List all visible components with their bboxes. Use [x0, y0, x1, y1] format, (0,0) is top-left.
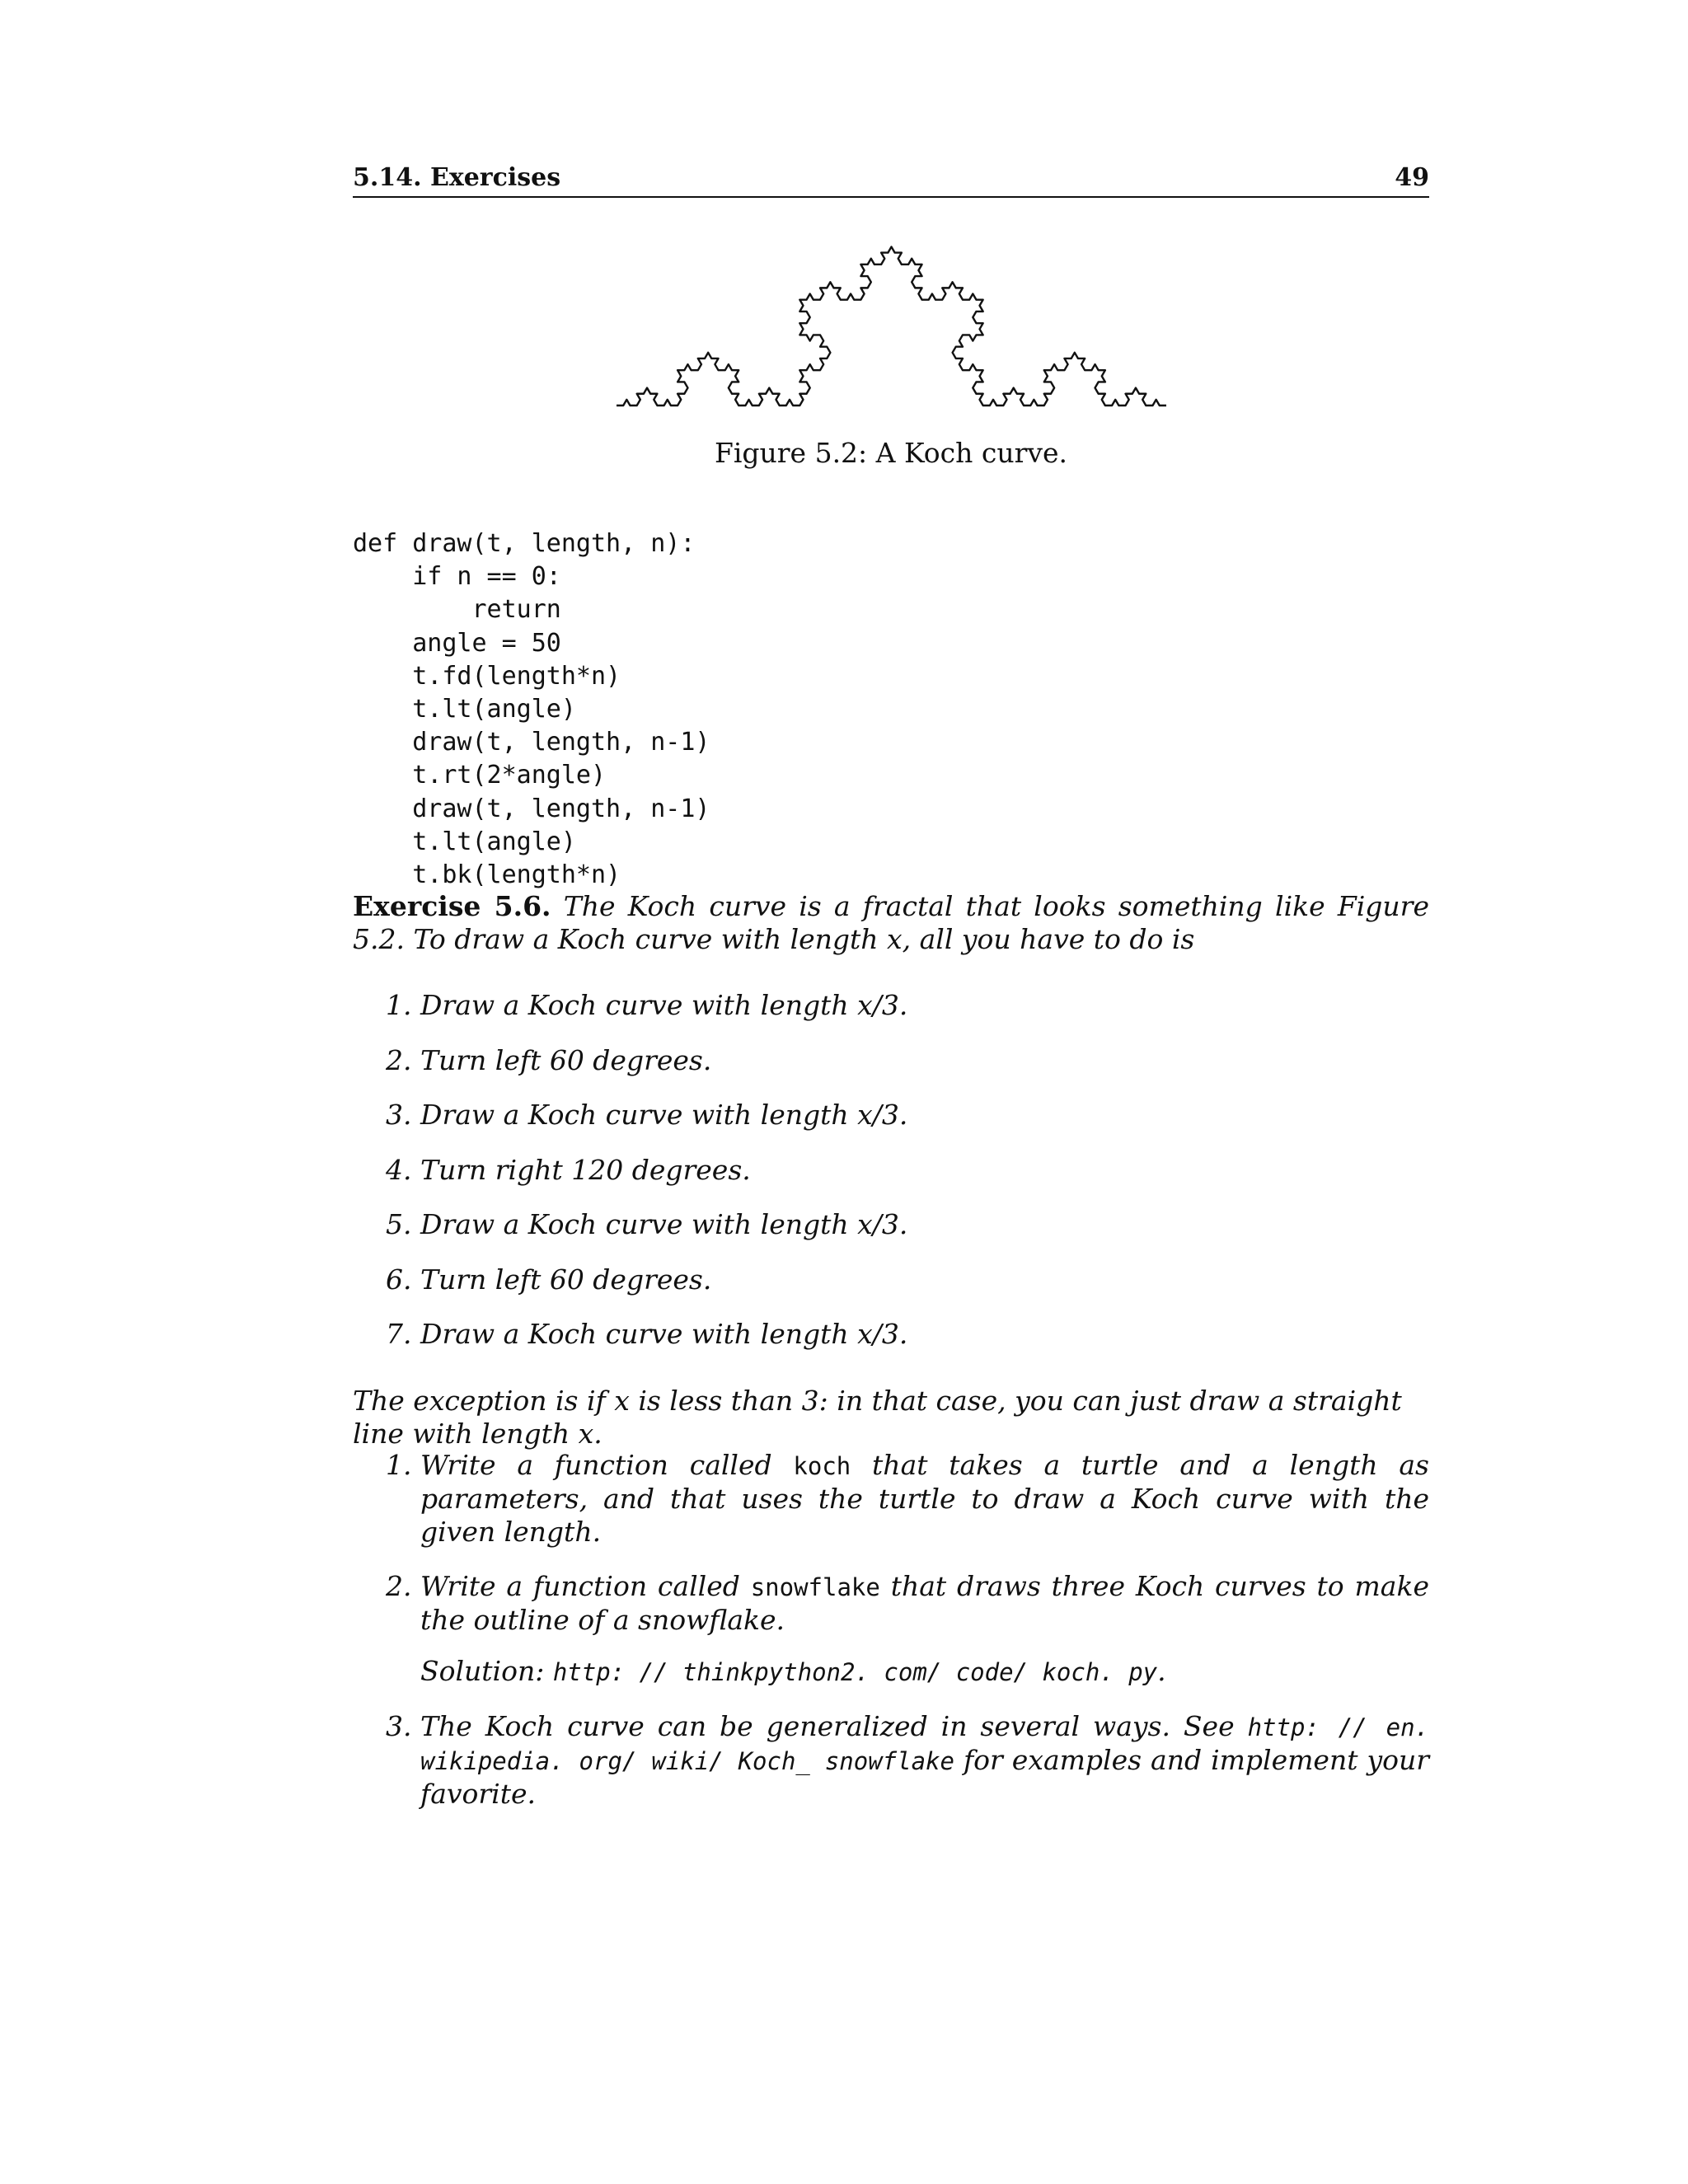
- step-text: Draw a Koch curve with length x/3.: [420, 1099, 908, 1131]
- snowflake-function-name: snowflake: [750, 1573, 880, 1601]
- list-item: [353, 1263, 1429, 1319]
- list-item: [353, 989, 1429, 1044]
- running-head: [353, 162, 1429, 198]
- list-item: [353, 1449, 1429, 1549]
- solution-end: .: [1157, 1655, 1166, 1687]
- step-number: 1.: [386, 989, 412, 1021]
- exercise-text: The Koch curve is a fractal that looks something like Figure 5.2. To draw a Koch curve with length x, all you have to do is: [353, 890, 1429, 955]
- step-text: Draw a Koch curve with length x/3.: [420, 1208, 908, 1240]
- task-text-before: Write a function called: [420, 1449, 794, 1481]
- page-number: 49: [1395, 163, 1429, 192]
- koch-function-name: koch: [793, 1452, 851, 1480]
- solution-line: [420, 1655, 1429, 1689]
- list-item: [353, 1154, 1429, 1209]
- step-text: Turn right 120 degrees.: [420, 1153, 751, 1186]
- task-text-after: that takes a turtle and a length as parameters, and that uses the turtle to draw a Koch curve with the given length.: [420, 1449, 1429, 1548]
- step-number: 6.: [386, 1263, 412, 1296]
- exception-paragraph: The exception is if x is less than 3: in that case, you can just draw a straight line with length x.: [353, 1385, 1402, 1450]
- step-text: Turn left 60 degrees.: [420, 1043, 712, 1076]
- task-text-after: for examples and implement your favorite.: [420, 1744, 1429, 1810]
- task-number: 1.: [386, 1449, 412, 1481]
- step-number: 3.: [386, 1099, 412, 1131]
- step-number: 4.: [386, 1153, 412, 1186]
- figure-caption: Figure 5.2: A Koch curve.: [714, 437, 1068, 469]
- list-item: [353, 1570, 1429, 1689]
- koch-curve-drawing: [613, 236, 1170, 409]
- task-text-after: that draws three Koch curves to make the outline of a snowflake.: [420, 1570, 1430, 1636]
- list-item: [353, 1044, 1429, 1099]
- solution-label: Solution:: [420, 1655, 553, 1687]
- section-title: 5.14. Exercises: [353, 163, 561, 192]
- step-text: Draw a Koch curve with length x/3.: [420, 1318, 908, 1350]
- steps-list: [353, 989, 1429, 1373]
- tasks-list: [353, 1449, 1429, 1811]
- exercise-paragraph: [353, 890, 1429, 956]
- koch-curve-path: [617, 246, 1166, 405]
- step-text: Draw a Koch curve with length x/3.: [420, 989, 908, 1021]
- list-item: [353, 1710, 1429, 1811]
- task-text-before: Write a function called: [420, 1570, 751, 1602]
- task-number: 3.: [386, 1710, 412, 1742]
- page: [353, 0, 1429, 2184]
- exercise-label: Exercise 5.6.: [353, 890, 551, 922]
- code-block: def draw(t, length, n): if n == 0: return angle = 50 t.fd(length*n) t.lt(angle) draw(t, length, n-1) t.rt(2*angle) draw(t, length, n-1) t.lt(angle) t.bk(length*n): [353, 529, 710, 890]
- solution-link[interactable]: http: // thinkpython2. com/ code/ koch. py: [552, 1658, 1158, 1686]
- list-item: [353, 1099, 1429, 1154]
- list-item: [353, 1208, 1429, 1263]
- step-text: Turn left 60 degrees.: [420, 1263, 712, 1296]
- list-item: [353, 1318, 1429, 1373]
- task-text-before: The Koch curve can be generalized in several ways. See: [420, 1710, 1248, 1742]
- step-number: 5.: [386, 1208, 412, 1240]
- step-number: 7.: [386, 1318, 412, 1350]
- step-number: 2.: [386, 1043, 412, 1076]
- wikipedia-link[interactable]: http: // en. wikipedia. org/ wiki/ Koch_ snowflake: [420, 1713, 1429, 1775]
- task-number: 2.: [386, 1570, 412, 1602]
- koch-figure: [353, 231, 1429, 412]
